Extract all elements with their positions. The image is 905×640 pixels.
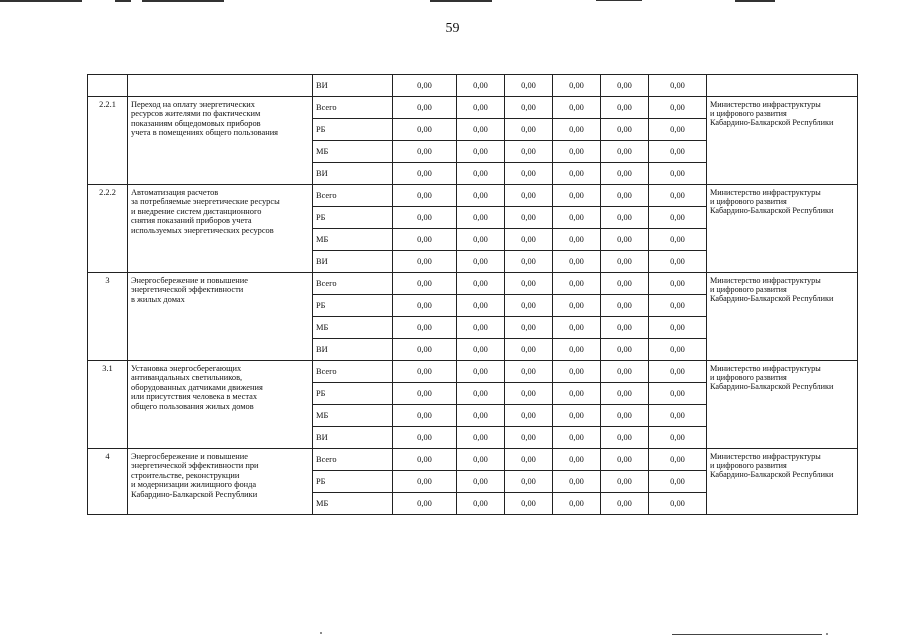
value-cell: 0,00	[393, 163, 457, 185]
value-cell: 0,00	[505, 119, 553, 141]
value-cell: 0,00	[649, 471, 707, 493]
funding-source: РБ	[313, 471, 393, 493]
responsible-line: и цифрового развития	[710, 285, 787, 295]
value-cell: 0,00	[649, 97, 707, 119]
item-title-line: в жилых домах	[131, 294, 185, 304]
responsible-line: и цифрового развития	[710, 197, 787, 207]
value-cell: 0,00	[553, 75, 601, 97]
value-cell: 0,00	[553, 471, 601, 493]
value-cell: 0,00	[649, 163, 707, 185]
funding-source: РБ	[313, 295, 393, 317]
value-cell: 0,00	[553, 449, 601, 471]
value-cell: 0,00	[649, 75, 707, 97]
value-cell: 0,00	[601, 207, 649, 229]
value-cell: 0,00	[457, 361, 505, 383]
value-cell: 0,00	[505, 361, 553, 383]
responsible-line: Министерство инфраструктуры	[710, 188, 821, 197]
item-title	[128, 185, 313, 273]
value-cell: 0,00	[649, 229, 707, 251]
item-title-line: Энергосбережение и повышение	[131, 276, 248, 285]
value-cell: 0,00	[553, 427, 601, 449]
value-cell: 0,00	[553, 119, 601, 141]
item-number: 3.1	[88, 361, 128, 449]
responsible-line: Кабардино-Балкарской Республики	[710, 470, 834, 480]
value-cell: 0,00	[601, 339, 649, 361]
table-row	[88, 361, 858, 383]
value-cell: 0,00	[505, 427, 553, 449]
value-cell: 0,00	[505, 163, 553, 185]
value-cell: 0,00	[505, 339, 553, 361]
value-cell: 0,00	[457, 229, 505, 251]
item-number: 4	[88, 449, 128, 515]
value-cell: 0,00	[649, 251, 707, 273]
responsible-executor	[707, 273, 858, 361]
value-cell: 0,00	[553, 229, 601, 251]
responsible-line: Министерство инфраструктуры	[710, 100, 821, 109]
value-cell: 0,00	[649, 361, 707, 383]
item-title-line: снятия показаний приборов учета	[131, 216, 252, 226]
value-cell: 0,00	[601, 427, 649, 449]
value-cell: 0,00	[457, 471, 505, 493]
value-cell: 0,00	[393, 317, 457, 339]
table-row	[88, 97, 858, 119]
value-cell: 0,00	[601, 383, 649, 405]
value-cell: 0,00	[649, 207, 707, 229]
value-cell: 0,00	[553, 361, 601, 383]
value-cell: 0,00	[393, 119, 457, 141]
value-cell: 0,00	[393, 295, 457, 317]
value-cell: 0,00	[457, 405, 505, 427]
responsible-executor	[707, 449, 858, 515]
funding-source: ВИ	[313, 75, 393, 97]
value-cell: 0,00	[601, 273, 649, 295]
item-title-line: за потребляемые энергетические ресурсы	[131, 197, 280, 207]
item-title-line: Энергосбережение и повышение	[131, 452, 248, 461]
value-cell: 0,00	[505, 317, 553, 339]
page-number: 59	[445, 21, 460, 36]
scan-dot	[826, 633, 828, 635]
table-row	[88, 273, 858, 295]
value-cell: 0,00	[457, 317, 505, 339]
value-cell: 0,00	[601, 251, 649, 273]
item-title-line: энергетической эффективности при	[131, 461, 259, 471]
value-cell: 0,00	[457, 97, 505, 119]
value-cell: 0,00	[649, 339, 707, 361]
value-cell: 0,00	[649, 273, 707, 295]
item-title-line: или присутствия человека в местах	[131, 392, 258, 402]
funding-source: МБ	[313, 229, 393, 251]
value-cell: 0,00	[601, 317, 649, 339]
value-cell: 0,00	[393, 471, 457, 493]
item-title-line: учета в помещениях общего пользования	[131, 128, 279, 138]
value-cell: 0,00	[393, 493, 457, 515]
value-cell: 0,00	[601, 405, 649, 427]
item-title-line: оборудованных датчиками движения	[131, 382, 263, 392]
value-cell: 0,00	[457, 119, 505, 141]
funding-source: РБ	[313, 207, 393, 229]
item-title-line: Кабардино-Балкарской Республики	[131, 489, 258, 499]
value-cell: 0,00	[601, 361, 649, 383]
value-cell: 0,00	[553, 185, 601, 207]
value-cell: 0,00	[457, 75, 505, 97]
value-cell: 0,00	[457, 163, 505, 185]
funding-source: РБ	[313, 119, 393, 141]
value-cell: 0,00	[649, 141, 707, 163]
value-cell: 0,00	[553, 317, 601, 339]
value-cell: 0,00	[393, 361, 457, 383]
responsible-cell	[707, 75, 858, 97]
value-cell: 0,00	[505, 493, 553, 515]
responsible-line: и цифрового развития	[710, 109, 787, 119]
value-cell: 0,00	[601, 75, 649, 97]
item-title-line: строительстве, реконструкции	[131, 470, 240, 480]
value-cell: 0,00	[601, 141, 649, 163]
value-cell: 0,00	[553, 339, 601, 361]
value-cell: 0,00	[457, 493, 505, 515]
value-cell: 0,00	[601, 185, 649, 207]
value-cell: 0,00	[505, 471, 553, 493]
value-cell: 0,00	[393, 97, 457, 119]
funding-table	[87, 74, 858, 515]
responsible-line: Министерство инфраструктуры	[710, 276, 821, 285]
table-row	[88, 449, 858, 471]
value-cell: 0,00	[457, 295, 505, 317]
item-title-line: энергетической эффективности	[131, 285, 244, 295]
responsible-line: Кабардино-Балкарской Республики	[710, 294, 834, 304]
value-cell: 0,00	[649, 185, 707, 207]
responsible-line: Кабардино-Балкарской Республики	[710, 206, 834, 216]
value-cell: 0,00	[505, 273, 553, 295]
funding-source: Всего	[313, 361, 393, 383]
header-rule	[735, 0, 775, 2]
item-number: 2.2.2	[88, 185, 128, 273]
value-cell: 0,00	[393, 427, 457, 449]
value-cell: 0,00	[505, 383, 553, 405]
value-cell: 0,00	[505, 75, 553, 97]
value-cell: 0,00	[649, 317, 707, 339]
value-cell: 0,00	[393, 449, 457, 471]
funding-source: МБ	[313, 493, 393, 515]
item-number-cell	[88, 75, 128, 97]
item-title-line: Установка энергосберегающих	[131, 364, 242, 373]
value-cell: 0,00	[393, 185, 457, 207]
item-title	[128, 97, 313, 185]
responsible-executor	[707, 361, 858, 449]
responsible-line: и цифрового развития	[710, 373, 787, 383]
value-cell: 0,00	[601, 163, 649, 185]
funding-source: Всего	[313, 97, 393, 119]
header-rule	[0, 0, 82, 2]
value-cell: 0,00	[393, 141, 457, 163]
value-cell: 0,00	[553, 295, 601, 317]
value-cell: 0,00	[457, 207, 505, 229]
header-rule	[115, 0, 131, 2]
header-rule	[596, 0, 642, 1]
funding-source: Всего	[313, 185, 393, 207]
scan-dot	[320, 632, 322, 634]
value-cell: 0,00	[505, 97, 553, 119]
value-cell: 0,00	[393, 207, 457, 229]
value-cell: 0,00	[649, 493, 707, 515]
value-cell: 0,00	[393, 251, 457, 273]
header-rule	[142, 0, 224, 2]
value-cell: 0,00	[601, 229, 649, 251]
value-cell: 0,00	[601, 97, 649, 119]
value-cell: 0,00	[505, 295, 553, 317]
value-cell: 0,00	[553, 163, 601, 185]
funding-source: МБ	[313, 405, 393, 427]
funding-source: ВИ	[313, 427, 393, 449]
responsible-executor	[707, 97, 858, 185]
table-row	[88, 75, 858, 97]
funding-source: МБ	[313, 141, 393, 163]
responsible-line: Кабардино-Балкарской Республики	[710, 382, 834, 392]
value-cell: 0,00	[457, 185, 505, 207]
funding-source: Всего	[313, 449, 393, 471]
funding-source: ВИ	[313, 339, 393, 361]
funding-source: Всего	[313, 273, 393, 295]
item-title	[128, 273, 313, 361]
item-title-line: антивандальных светильников,	[131, 373, 243, 383]
item-title-line: используемых энергетических ресурсов	[131, 225, 274, 235]
value-cell: 0,00	[505, 141, 553, 163]
value-cell: 0,00	[505, 185, 553, 207]
item-title-line: и модернизации жилищного фонда	[131, 480, 257, 490]
table-body	[88, 75, 858, 515]
table-row	[88, 185, 858, 207]
item-title-line: ресурсов жителями по фактическим	[131, 109, 261, 119]
value-cell: 0,00	[457, 141, 505, 163]
value-cell: 0,00	[457, 339, 505, 361]
funding-source: РБ	[313, 383, 393, 405]
value-cell: 0,00	[649, 119, 707, 141]
value-cell: 0,00	[649, 383, 707, 405]
value-cell: 0,00	[393, 339, 457, 361]
value-cell: 0,00	[553, 493, 601, 515]
value-cell: 0,00	[649, 449, 707, 471]
value-cell: 0,00	[553, 383, 601, 405]
value-cell: 0,00	[393, 229, 457, 251]
value-cell: 0,00	[601, 493, 649, 515]
responsible-line: и цифрового развития	[710, 461, 787, 471]
value-cell: 0,00	[505, 405, 553, 427]
value-cell: 0,00	[393, 383, 457, 405]
responsible-line: Министерство инфраструктуры	[710, 364, 821, 373]
item-title	[128, 361, 313, 449]
value-cell: 0,00	[553, 251, 601, 273]
value-cell: 0,00	[505, 207, 553, 229]
item-title-line: общего пользования жилых домов	[131, 401, 254, 411]
value-cell: 0,00	[393, 75, 457, 97]
value-cell: 0,00	[457, 427, 505, 449]
item-title-line: и внедрение систем дистанционного	[131, 206, 262, 216]
header-rule	[430, 0, 492, 2]
value-cell: 0,00	[601, 471, 649, 493]
funding-source: МБ	[313, 317, 393, 339]
funding-source: ВИ	[313, 163, 393, 185]
value-cell: 0,00	[601, 119, 649, 141]
value-cell: 0,00	[505, 251, 553, 273]
value-cell: 0,00	[553, 141, 601, 163]
value-cell: 0,00	[649, 295, 707, 317]
value-cell: 0,00	[553, 207, 601, 229]
value-cell: 0,00	[457, 449, 505, 471]
value-cell: 0,00	[649, 405, 707, 427]
item-title-line: Переход на оплату энергетических	[131, 100, 255, 109]
value-cell: 0,00	[601, 449, 649, 471]
item-title-line: показаниям общедомовых приборов	[131, 118, 261, 128]
value-cell: 0,00	[601, 295, 649, 317]
value-cell: 0,00	[457, 273, 505, 295]
value-cell: 0,00	[505, 449, 553, 471]
value-cell: 0,00	[457, 383, 505, 405]
value-cell: 0,00	[553, 273, 601, 295]
value-cell: 0,00	[553, 405, 601, 427]
item-number: 2.2.1	[88, 97, 128, 185]
value-cell: 0,00	[457, 251, 505, 273]
footer-rule	[672, 634, 822, 635]
item-title-line: Автоматизация расчетов	[131, 188, 219, 197]
value-cell: 0,00	[505, 229, 553, 251]
item-number: 3	[88, 273, 128, 361]
responsible-line: Кабардино-Балкарской Республики	[710, 118, 834, 128]
item-title-cell	[128, 75, 313, 97]
value-cell: 0,00	[553, 97, 601, 119]
responsible-executor	[707, 185, 858, 273]
value-cell: 0,00	[649, 427, 707, 449]
value-cell: 0,00	[393, 405, 457, 427]
responsible-line: Министерство инфраструктуры	[710, 452, 821, 461]
item-title	[128, 449, 313, 515]
funding-source: ВИ	[313, 251, 393, 273]
value-cell: 0,00	[393, 273, 457, 295]
